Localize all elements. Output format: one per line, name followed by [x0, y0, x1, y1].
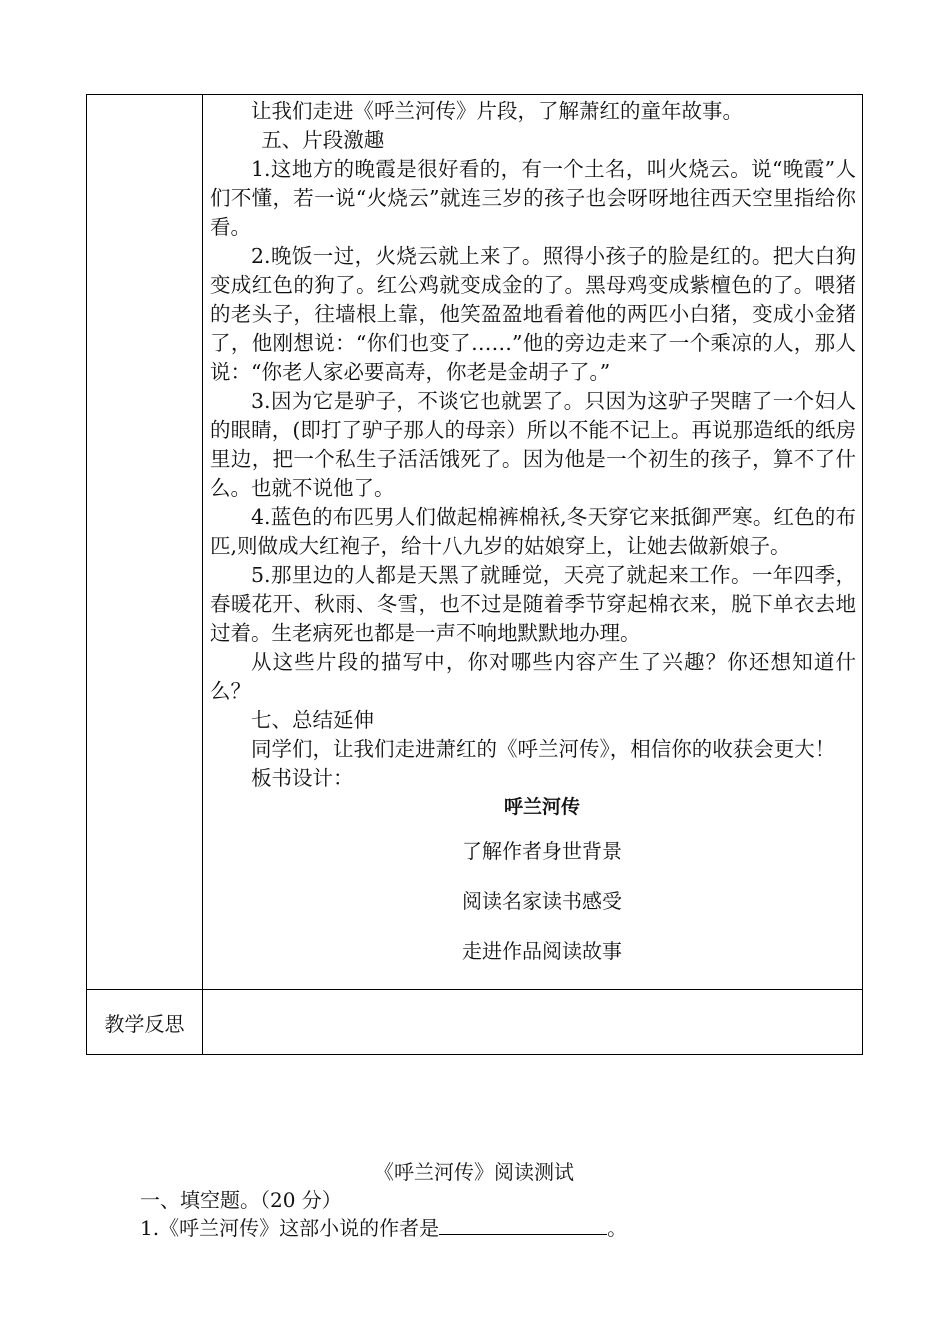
reading-quiz [140, 1158, 860, 1242]
quiz-question-1 [140, 1214, 860, 1242]
paragraph-excerpt-1: 1.这地方的晚霞是很好看的，有一个土名，叫火烧云。说“晚霞”人们不懂，若一说“火烧云”就连三岁的孩子也会呀呀地往西天空里指给你看。 [210, 157, 856, 239]
lesson-content-cell [203, 95, 863, 990]
board-line-2: 阅读名家读书感受 [462, 889, 622, 913]
lesson-content-row [87, 95, 863, 990]
lesson-text [203, 95, 862, 963]
paragraph-excerpt-4: 4.蓝色的布匹男人们做起棉裤棉袄,冬天穿它来抵御严寒。红色的布匹,则做成大红袍子，给十八九岁的姑娘穿上，让她去做新娘子。 [210, 505, 856, 558]
lesson-plan-table [86, 94, 863, 1055]
board-title: 呼兰河传 [503, 796, 580, 818]
quiz-title: 《呼兰河传》阅读测试 [374, 1160, 574, 1184]
heading-section-five: 五、片段激趣 [261, 128, 385, 152]
paragraph-summary: 同学们，让我们走进萧红的《呼兰河传》，相信你的收获会更大！ [251, 737, 836, 761]
question-1-text: 1.《呼兰河传》这部小说的作者是 [140, 1216, 440, 1240]
row-label-cell-empty [87, 95, 203, 990]
paragraph-question: 从这些片段的描写中，你对哪些内容产生了兴趣？你还想知道什么？ [210, 650, 856, 703]
reflection-label: 教学反思 [87, 990, 203, 1055]
board-line-1: 了解作者身世背景 [462, 839, 622, 863]
answer-blank[interactable] [439, 1214, 607, 1235]
paragraph-intro: 让我们走进《呼兰河传》片段，了解萧红的童年故事。 [251, 99, 743, 123]
paragraph-excerpt-5: 5.那里边的人都是天黑了就睡觉，天亮了就起来工作。一年四季，春暖花开、秋雨、冬雪，也不过是随着季节穿起棉衣来，脱下单衣去地过着。生老病死也都是一声不响地默默地办理。 [210, 563, 856, 645]
board-line-3: 走进作品阅读故事 [462, 939, 622, 963]
heading-section-seven: 七、总结延伸 [251, 708, 374, 732]
paragraph-excerpt-3: 3.因为它是驴子，不谈它也就罢了。只因为这驴子哭瞎了一个妇人的眼睛，(即打了驴子那人的母亲）所以不能不记上。再说那造纸的纸房里边，把一个私生子活活饿死了。因为他是一个初生的孩子，算不了什么。也就不说他了。 [210, 389, 856, 500]
paragraph-excerpt-2: 2.晚饭一过，火烧云就上来了。照得小孩子的脸是红的。把大白狗变成红色的狗了。红公鸡就变成金的了。黑母鸡变成紫檀色的了。喂猪的老头子，往墙根上靠，他笑盈盈地看着他的两匹小白猪，变成小金猪了，他刚想说：“你们也变了……”他的旁边走来了一个乘凉的人，那人说：“你老人家必要高寿，你老是金胡子了。” [210, 244, 856, 384]
question-1-end: 。 [607, 1216, 628, 1240]
board-design-label: 板书设计： [251, 766, 354, 790]
quiz-section-heading: 一、填空题。（20 分） [140, 1188, 342, 1212]
board-design [210, 795, 856, 963]
reflection-content-cell [203, 990, 863, 1055]
reflection-row [87, 990, 863, 1055]
